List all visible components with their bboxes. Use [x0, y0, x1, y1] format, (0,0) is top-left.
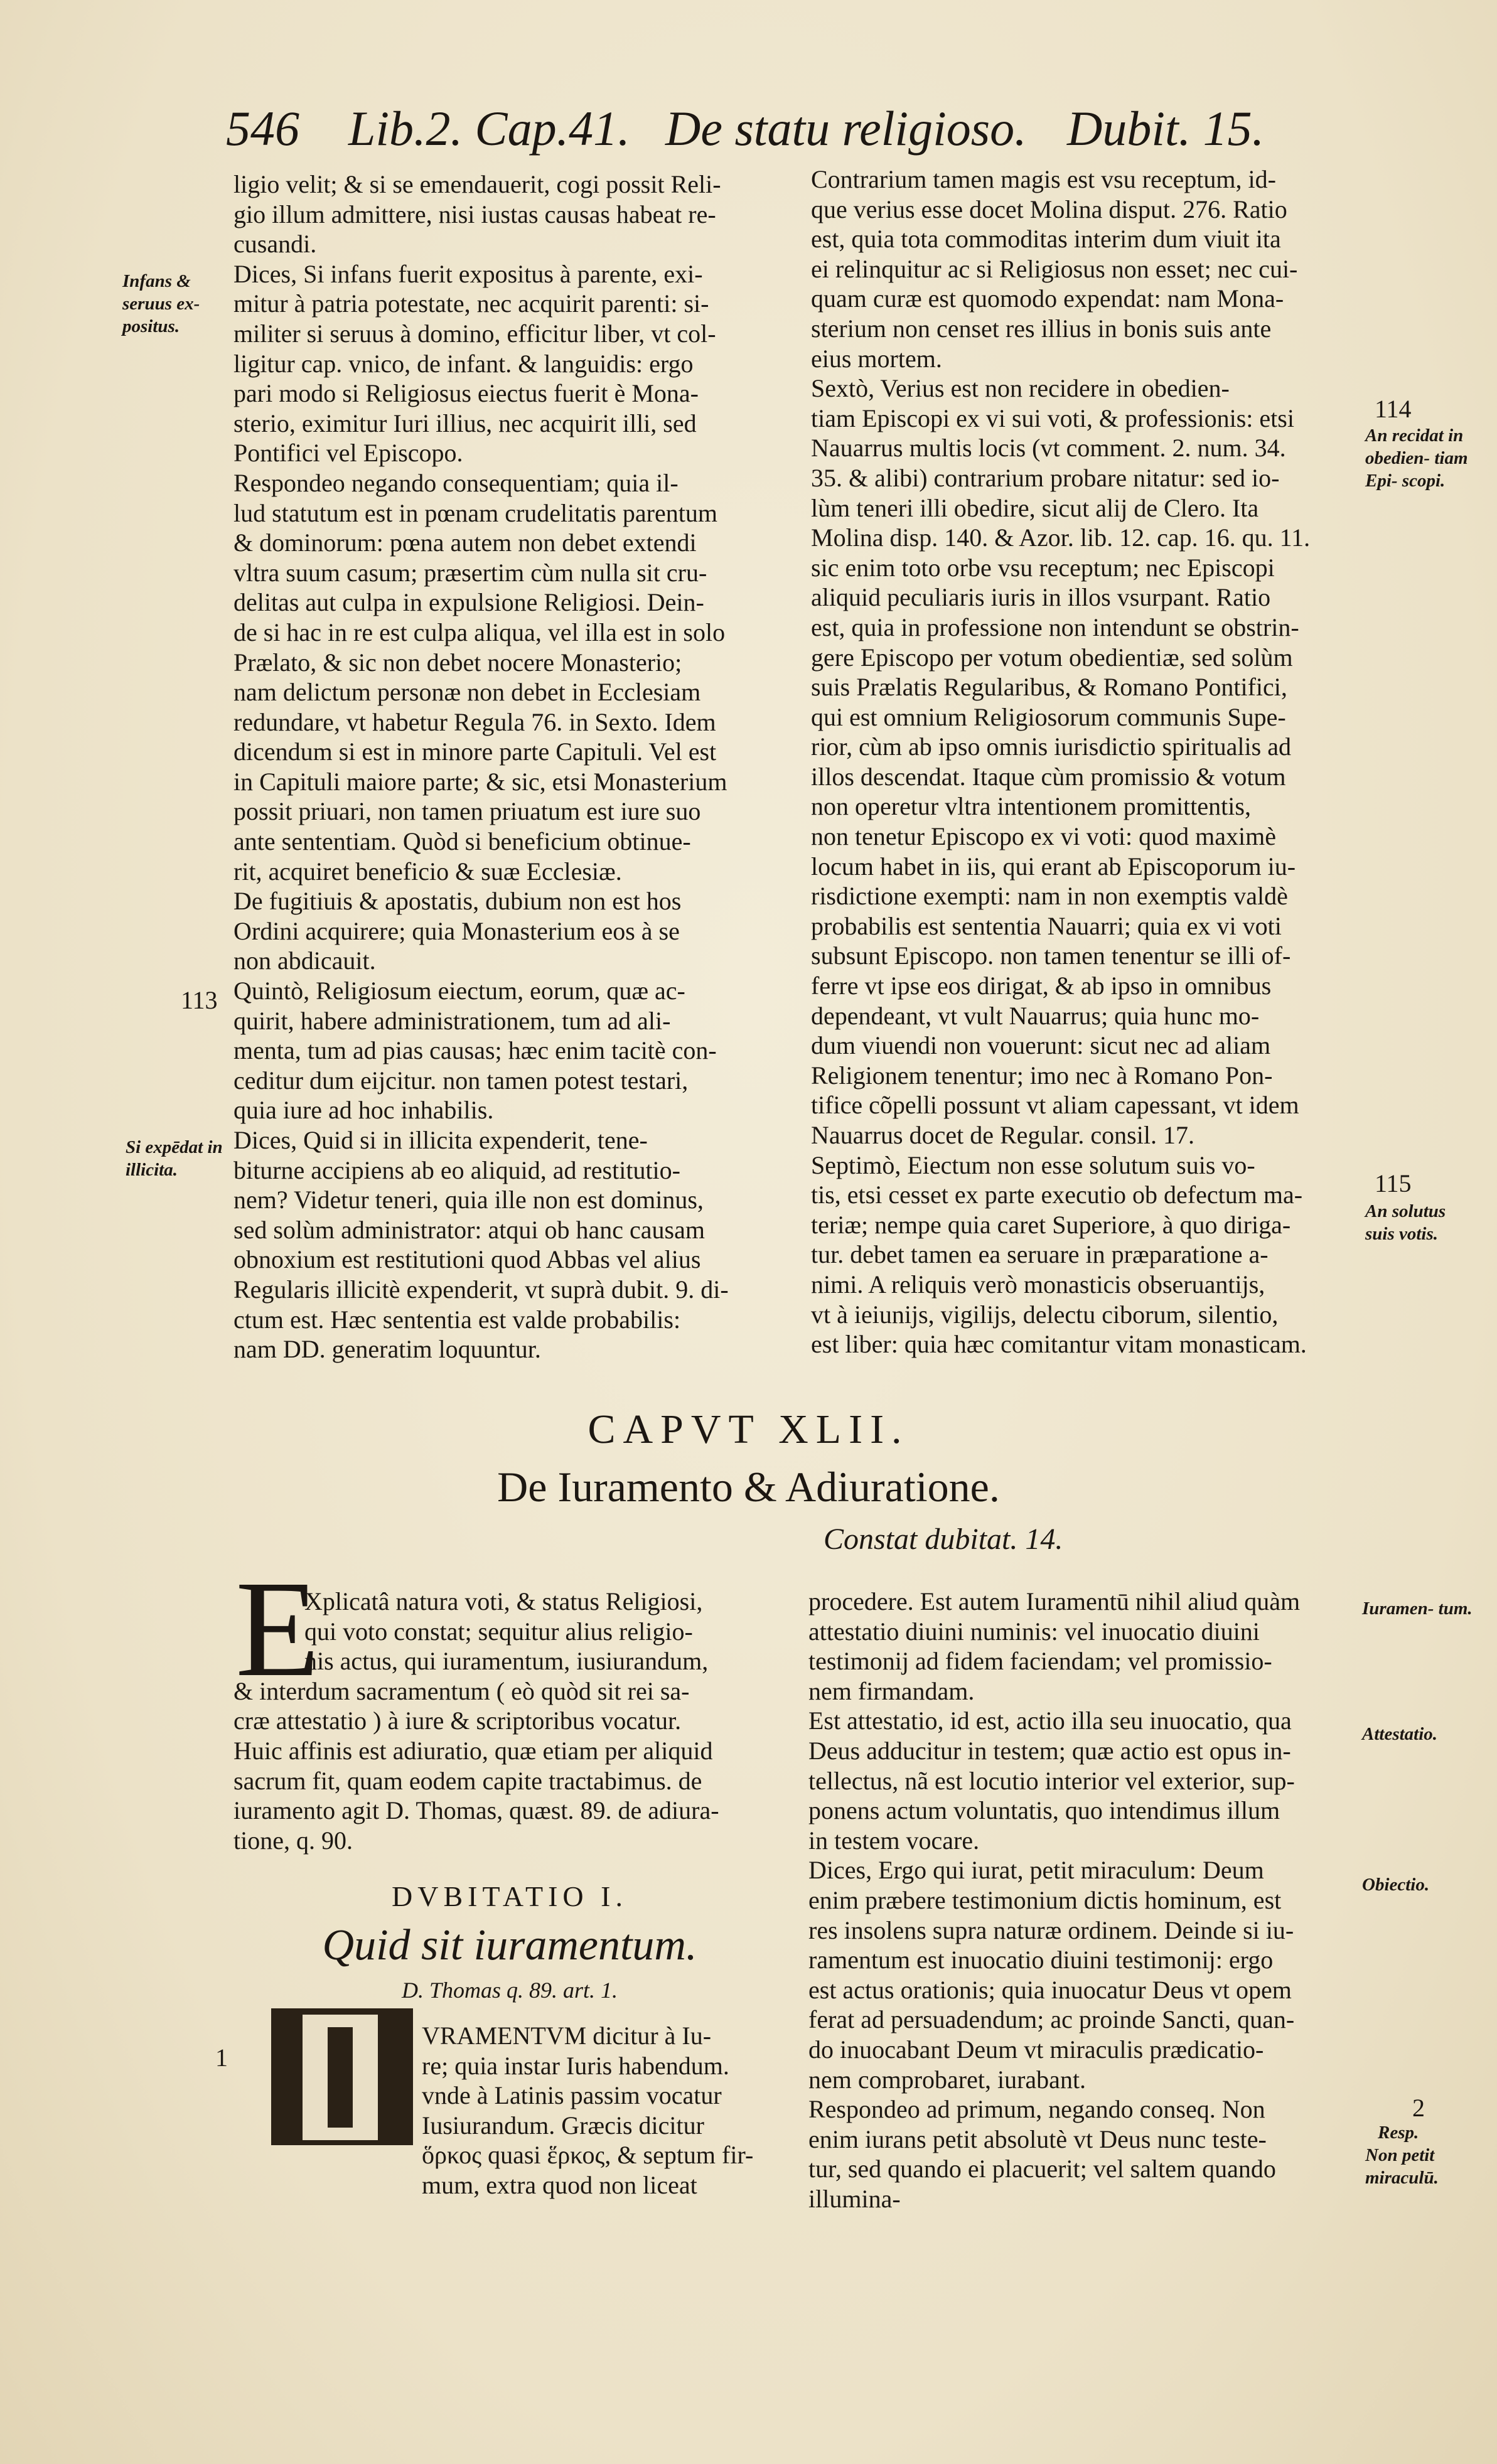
text-line: tione, q. 90.	[233, 1826, 353, 1855]
text-line: non tenetur Episcopo ex vi voti: quod maximè	[811, 822, 1276, 851]
text-line: dicendum si est in minore parte Capituli. Vel est	[233, 737, 717, 766]
text-line: delitas aut culpa in expulsione Religiosi. Dein-	[233, 588, 704, 617]
text-line: Nauarrus docet de Regular. consil. 17.	[811, 1121, 1194, 1149]
text-line: Religionem tenentur; imo nec à Romano Pon-	[811, 1061, 1273, 1090]
text-line: suis Prælatis Regularibus, & Romano Pontifici,	[811, 673, 1287, 702]
dubitatio-text	[422, 2021, 786, 2200]
text-line: ferat ad persuadendum; ac proinde Sancti, quan-	[808, 2005, 1295, 2034]
text-line: sterio, eximitur Iuri illius, nec acquirit illi, sed	[233, 409, 697, 437]
text-line: quam curæ est quomodo expendat: nam Mona-	[811, 284, 1284, 313]
text-line: locum habet in iis, qui erant ab Episcoporum iu-	[811, 852, 1296, 881]
text-line: probabilis est sententia Nauarri; quia ex vi voti	[811, 911, 1282, 940]
text-line: vltra suum casum; præsertim cùm nulla sit cru-	[233, 558, 707, 587]
constat-reference: Constat dubitat. 14.	[824, 1523, 1063, 1556]
text-line: biturne accipiens ab eo aliquid, ad restitutio-	[233, 1155, 680, 1184]
text-line: gio illum admittere, nisi iustas causas habeat re-	[233, 200, 716, 228]
text-line: nis actus, qui iuramentum, iusiurandum,	[304, 1647, 709, 1676]
text-line: Xplicatâ natura voti, & status Religiosi,	[304, 1587, 703, 1615]
text-line: enim iurans petit absolutè vt Deus nunc teste-	[808, 2124, 1267, 2153]
margin-note-infans: Infans & seruus ex- positus.	[122, 271, 200, 336]
text-line: De fugitiuis & apostatis, dubium non est hos	[233, 887, 682, 916]
text-line: Regularis illicitè expenderit, vt suprà dubit. 9. di-	[233, 1275, 729, 1304]
text-line: vnde à Latinis passim vocatur	[422, 2081, 722, 2110]
text-line: vt à ieiunijs, vigilijs, delectu ciborum, silentio,	[811, 1300, 1279, 1329]
text-line: iuramento agit D. Thomas, quæst. 89. de adiura-	[233, 1796, 719, 1825]
text-line: sic enim toto orbe vsu receptum; nec Episcopi	[811, 553, 1275, 582]
text-line: nimi. A reliquis verò monasticis obseruantijs,	[811, 1270, 1265, 1299]
text-line: rior, cùm ab ipso omnis iurisdictio spiritualis ad	[811, 732, 1291, 761]
left-column-top	[233, 169, 786, 1364]
text-line: lùm teneri illi obedire, sicut alij de Clero. Ita	[811, 493, 1259, 522]
text-line: tur, sed quando ei placuerit; vel saltem quando	[808, 2155, 1276, 2183]
text-line: in testem vocare.	[808, 1826, 980, 1855]
text-line: est, quia in professione non intendunt se obstrin-	[811, 613, 1299, 641]
drop-cap-e: E	[235, 1552, 320, 1705]
text-line: mum, extra quod non liceat	[422, 2170, 697, 2199]
initial-letter-shape	[303, 2015, 378, 2140]
text-line: que verius esse docet Molina disput. 276. Ratio	[811, 195, 1287, 223]
text-line: nem firmandam.	[808, 1676, 975, 1705]
text-line: ligio velit; & si se emendauerit, cogi possit Reli-	[233, 170, 721, 198]
book-chapter-label: Lib.2. Cap.41.	[348, 101, 630, 156]
text-line: militer si seruus à domino, efficitur liber, vt col-	[233, 319, 716, 348]
text-line: rit, acquiret beneficio & suæ Ecclesiæ.	[233, 857, 622, 886]
text-line: ramentum est inuocatio diuini testimonij: ergo	[808, 1946, 1274, 1974]
text-line: Huic affinis est adiuratio, quæ etiam per aliquid	[233, 1736, 713, 1765]
text-line: ὅρκος quasi ἕρκος, & septum fir-	[422, 2141, 754, 2170]
text-line: mitur à patria potestate, nec acquirit parenti: si-	[233, 289, 709, 318]
dubit-label: Dubit. 15.	[1067, 101, 1265, 156]
text-line: nam delictum personæ non debet in Ecclesiam	[233, 678, 701, 707]
margin-note-non-petit: Non petit miraculū.	[1365, 2145, 1439, 2188]
margin-number-113: 113	[181, 986, 218, 1014]
text-line: ceditur dum eijcitur. non tamen potest testari,	[233, 1066, 689, 1095]
text-line: non abdicauit.	[233, 946, 376, 975]
thomas-reference: D. Thomas q. 89. art. 1.	[401, 1978, 618, 2003]
text-line: & dominorum: pœna autem non debet extendi	[233, 528, 697, 557]
text-line: Dices, Ergo qui iurat, petit miraculum: Deum	[808, 1856, 1264, 1885]
text-line: sacrum fit, quam eodem capite tractabimus. de	[233, 1766, 702, 1795]
text-line: attestatio diuini numinis: vel inuocatio diuini	[808, 1617, 1260, 1646]
text-line: eius mortem.	[811, 344, 942, 373]
text-line: dependeant, vt vult Nauarrus; quia hunc mo-	[811, 1001, 1260, 1030]
text-line: Nauarrus multis locis (vt comment. 2. num. 34.	[811, 434, 1286, 463]
margin-note-resp: Resp.	[1378, 2123, 1419, 2143]
text-line: de si hac in re est culpa aliqua, vel illa est in solo	[233, 618, 726, 646]
text-line: in Capituli maiore parte; & sic, etsi Monasterium	[233, 767, 727, 796]
text-line: Septimò, Eiectum non esse solutum suis vo-	[811, 1150, 1255, 1179]
text-line: ante sententiam. Quòd si beneficium obtinue-	[233, 827, 691, 856]
text-line: Dices, Quid si in illicita expenderit, tene-	[233, 1126, 648, 1154]
text-line: redundare, vt habetur Regula 76. in Sexto. Idem	[233, 707, 716, 736]
text-line: Prælato, & sic non debet nocere Monasterio;	[233, 648, 682, 677]
margin-note-an-solutus: An solutus suis votis.	[1365, 1201, 1446, 1244]
ornamental-initial-i	[271, 2008, 413, 2145]
text-line: tifice cõpelli possunt vt aliam capessant, vt idem	[811, 1091, 1299, 1120]
text-line: lud statutum est in pœnam crudelitatis parentum	[233, 498, 717, 527]
text-line: non operetur vltra intentionem promittentis,	[811, 792, 1251, 821]
text-line: gere Episcopo per votum obedientiæ, sed solùm	[811, 643, 1293, 672]
chapter-title: CAPVT XLII.	[588, 1406, 909, 1452]
text-line: menta, tum ad pias causas; hæc enim tacitè con-	[233, 1036, 717, 1065]
text-line: aliquid peculiaris iuris in illos vsurpant. Ratio	[811, 583, 1271, 612]
text-line: ei relinquitur ac si Religiosus non esset; nec cui-	[811, 254, 1298, 283]
text-line: teriæ; nempe quia caret Superiore, à quo diriga-	[811, 1210, 1291, 1239]
text-line: est actus orationis; quia inuocatur Deus vt opem	[808, 1975, 1292, 2004]
text-line: Deus adducitur in testem; quæ actio est opus in-	[808, 1736, 1291, 1765]
text-line: ctum est. Hæc sententia est valde probabilis:	[233, 1305, 681, 1334]
margin-number-2: 2	[1412, 2094, 1425, 2122]
margin-note-iuramentum: Iuramen- tum.	[1362, 1599, 1473, 1619]
text-line: do inuocabant Deum vt miraculis prædicatio-	[808, 2035, 1264, 2064]
right-column-bottom	[808, 1587, 1362, 2214]
text-line: ponens actum voluntatis, quo intendimus illum	[808, 1796, 1280, 1825]
text-line: quirit, habere administrationem, tum ad ali-	[233, 1006, 671, 1035]
margin-note-si-expedat: Si expēdat in illicita.	[126, 1137, 223, 1180]
text-line: Respondeo negando consequentiam; quia il-	[233, 468, 679, 497]
text-line: Molina disp. 140. & Azor. lib. 12. cap. 16. qu. 11.	[811, 523, 1311, 552]
text-line: nem comprobaret, iurabant.	[808, 2065, 1087, 2094]
text-line: testimonij ad fidem faciendam; vel promissio-	[808, 1647, 1272, 1676]
running-header	[226, 94, 1287, 163]
text-line: Iusiurandum. Græcis dicitur	[422, 2111, 704, 2140]
text-line: VRAMENTVM dicitur à Iu-	[422, 2022, 712, 2050]
text-line: pari modo si Religiosus eiectus fuerit è Mona-	[233, 379, 699, 408]
text-line: Respondeo ad primum, negando conseq. Non	[808, 2095, 1265, 2124]
text-line: tellectus, nã est locutio interior vel exterior, sup-	[808, 1766, 1295, 1795]
margin-note-attestatio: Attestatio.	[1362, 1724, 1438, 1744]
text-line: Dices, Si infans fuerit expositus à parente, exi-	[233, 259, 703, 288]
text-line: sed solùm administrator: atqui ob hanc causam	[233, 1215, 705, 1244]
text-line: re; quia instar Iuris habendum.	[422, 2051, 729, 2080]
text-line: Sextò, Verius est non recidere in obedien-	[811, 374, 1230, 403]
text-line: quia iure ad hoc inhabilis.	[233, 1096, 494, 1125]
text-line: nam DD. generatim loquuntur.	[233, 1335, 541, 1364]
text-line: qui voto constat; sequitur alius religio-	[304, 1617, 693, 1646]
text-line: tur. debet tamen ea seruare in præparatione a-	[811, 1240, 1269, 1269]
text-line: possit priuari, non tamen priuatum est iure suo	[233, 797, 701, 826]
text-line: Est attestatio, id est, actio illa seu inuocatio, qua	[808, 1706, 1292, 1735]
text-line: tis, etsi cesset ex parte executio ob defectum ma-	[811, 1181, 1303, 1209]
text-line: enim præbere testimonium dictis hominum, est	[808, 1885, 1282, 1914]
text-line: Ordini acquirere; quia Monasterium eos à se	[233, 916, 680, 945]
text-line: cræ attestatio ) à iure & scriptoribus vocatur.	[233, 1706, 682, 1735]
text-line: cusandi.	[233, 230, 317, 259]
text-line: est liber: quia hæc comitantur vitam monasticam.	[811, 1330, 1307, 1359]
text-line: qui est omnium Religiosorum communis Supe-	[811, 702, 1286, 731]
text-line: res insolens supra naturæ ordinem. Deinde si iu-	[808, 1915, 1294, 1944]
text-line: Quintò, Religiosum eiectum, eorum, quæ ac-	[233, 977, 685, 1005]
dubitatio-heading: DVBITATIO I.	[392, 1880, 628, 1912]
text-line: ferre vt ipse eos dirigat, & ab ipso in omnibus	[811, 972, 1272, 1000]
chapter-subtitle: De Iuramento & Adiuratione.	[497, 1463, 1000, 1511]
text-line: procedere. Est autem Iuramentū nihil aliud quàm	[808, 1587, 1301, 1615]
text-line: est, quia tota commoditas interim dum viuit ita	[811, 225, 1281, 254]
page-number: 546	[226, 101, 299, 156]
text-line: tiam Episcopi ex vi sui voti, & professionis: etsi	[811, 404, 1294, 432]
text-line: Pontifici vel Episcopo.	[233, 439, 463, 468]
text-line: illos descendat. Itaque cùm promissio & votum	[811, 762, 1286, 791]
running-title: De statu religioso.	[665, 101, 1027, 156]
text-line: illumina-	[808, 2184, 901, 2213]
dubitatio-title: Quid sit iuramentum.	[322, 1921, 697, 1969]
margin-number-115: 115	[1375, 1169, 1412, 1197]
right-column-top	[811, 164, 1362, 1359]
margin-note-an-recidat: An recidat in obedien- tiam Epi- scopi.	[1365, 426, 1468, 491]
text-line: & interdum sacramentum ( eò quòd sit rei sa-	[233, 1676, 690, 1705]
text-line: dum viuendi non vouerunt: sicut nec ad aliam	[811, 1031, 1271, 1060]
text-line: 35. & alibi) contrarium probare nitatur: sed io-	[811, 463, 1280, 492]
text-line: risdictione exempti: nam in non exemptis valdè	[811, 882, 1288, 911]
margin-number-114: 114	[1375, 395, 1412, 423]
margin-note-obiectio: Obiectio.	[1362, 1875, 1430, 1895]
text-line: ligitur cap. vnico, de infant. & languidis: ergo	[233, 349, 694, 378]
text-line: nem? Videtur teneri, quia ille non est dominus,	[233, 1186, 704, 1214]
left-column-bottom	[233, 1587, 786, 1855]
paragraph-number-1: 1	[215, 2044, 228, 2072]
text-line: subsunt Episcopo. non tamen tenentur se illi of-	[811, 941, 1291, 970]
text-line: obnoxium est restitutioni quod Abbas vel alius	[233, 1245, 701, 1274]
text-line: Contrarium tamen magis est vsu receptum, id-	[811, 165, 1276, 193]
text-line: sterium non censet res illius in bonis suis ante	[811, 314, 1272, 343]
